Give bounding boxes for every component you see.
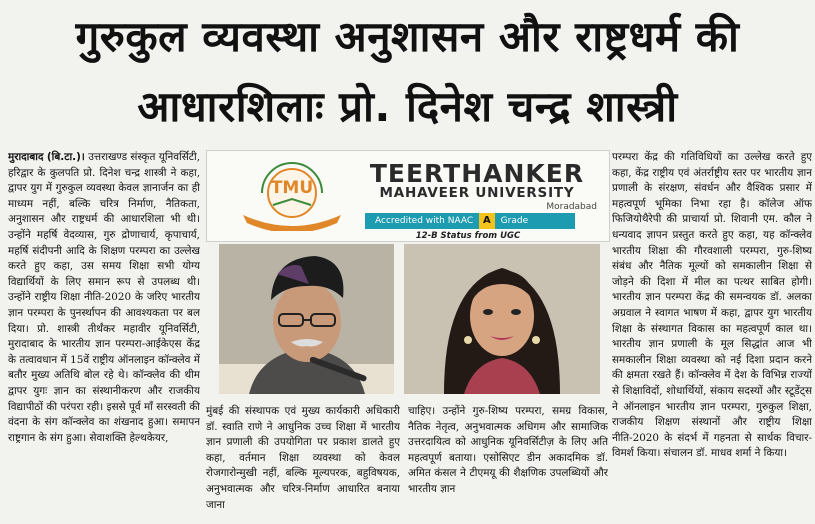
headline-line-1: गुरुकुल व्यवस्था अनुशासन और राष्ट्रधर्म की (75, 12, 740, 61)
naac-suffix: Grade (500, 216, 529, 226)
agency-tag: (बि.टा.)। (46, 151, 85, 163)
university-banner (206, 150, 610, 242)
university-subname: MAHAVEER UNIVERSITY (379, 185, 575, 201)
university-name: TEERTHANKER (369, 159, 585, 188)
photo-speaker-man (219, 244, 394, 394)
photo-speaker-woman (404, 244, 600, 394)
article-column-2: मुंबई की संस्थापक एवं मुख्य कार्यकारी अधिकारी डॉ. स्वाति राणे ने आधुनिक उच्च शिक्षा में भारतीय ज्ञान प्रणाली की उपयोगिता पर प्रकाश डालते हुए कहा, वर्तमान शिक्षा व्यवस्था को केवल रोजगारोन्मुखी नहीं, बल्कि मूल्यपरक, बहुविषयक, अनुभवात्मक और चरित्र-निर्माण आधारित बनाया जाना (206, 405, 400, 511)
headline-line-2: आधारशिलाः प्रो. दिनेश चन्द्र शास्त्री (137, 82, 678, 131)
tmu-logo (233, 159, 351, 231)
article-column-4: परम्परा केंद्र की गतिविधियों का उल्लेख करते हुए कहा, केंद्र राष्ट्रीय एवं अंतर्राष्ट्रीय स्तर पर भारतीय ज्ञान प्रणाली के संरक्षण, संवर्धन और वैश्विक प्रसार में महत्वपूर्ण भूमिका निभा रहा है। कॉलेज ऑफ फिजियोथैरेपी की प्राचार्या प्रो. शिवानी एम. कौल ने धन्यवाद ज्ञापन प्रस्तुत करते हुए कहा, यह कॉन्क्लेव भारतीय शिक्षा की गौरवशाली परम्परा, गुरु-शिष्य संबंध और नैतिक मूल्यों को समकालीन शिक्षा से जोड़ने की दिशा में मील का पत्थर साबित होगी। भारतीय ज्ञान परम्परा केंद्र की समन्वयक डॉ. अलका अग्रवाल ने स्वागत भाषण में कहा, द्वापर युग भारतीय शिक्षा के संस्थागत विकास का महत्वपूर्ण काल था। भारतीय ज्ञान प्रणाली के मूल सिद्धांत आज भी समकालीन शिक्षा व्यवस्था को नई दिशा प्रदान करने की क्षमता रखते हैं। कॉन्क्लेव में देश के विभिन्न राज्यों से शिक्षाविदों, शोधार्थियों, संकाय सदस्यों और स्टूडेंट्स ने ऑनलाइन भारतीय ज्ञान परम्परा, गुरुकुल शिक्षा, राजकीय शिक्षण संस्थानों और राष्ट्रीय शिक्षा नीति-2020 के संदर्भ में गहनता से सार्थक विचार-विमर्श किया। संचालन डॉ. माधव शर्मा ने किया। (612, 151, 812, 460)
tmu-logo-text: TMU (270, 178, 314, 198)
ugc-status: 12-B Status from UGC (415, 231, 521, 241)
university-city: Moradabad (546, 202, 597, 212)
dateline: मुरादाबाद (8, 151, 44, 163)
naac-grade: A (479, 213, 495, 229)
naac-badge (365, 213, 575, 229)
article-column-3: चाहिए। उन्होंने गुरु-शिष्य परम्परा, समग्र विकास, नैतिक नेतृत्व, अनुभवात्मक अधिगम और सामाजिक उत्तरदायित्व को आधुनिक यूनिवर्सिटीज़ के लिए अति महत्वपूर्ण बताया। एसोसिएट डीन अकादमिक डॉ. अमित कंसल ने टीएमयू की शैक्षणिक उपलब्धियों और भारतीय ज्ञान (408, 405, 608, 495)
article-column-1 (8, 150, 200, 522)
naac-prefix: Accredited with NAAC (375, 216, 474, 226)
column-1-text: उत्तराखण्ड संस्कृत यूनिवर्सिटी, हरिद्वार के कुलपति प्रो. दिनेश चन्द्र शास्त्री ने कहा, द्वापर युग में गुरुकुल व्यवस्था केवल ज्ञानार्जन का ही माध्यम नहीं, बल्कि चरित्र निर्माण, नैतिकता, अनुशासन और राष्ट्रधर्म की आधारशिला भी थी। उन्होंने महर्षि वेदव्यास, गुरु द्रोणाचार्य, कृपाचार्य, महर्षि संदीपनी आदि के शिक्षण परम्परा का उल्लेख करते हुए कहा, उस समय शिक्षा सभी योग्य विद्यार्थियों के लिए समान रूप से उपलब्ध थी। उन्होंने राष्ट्रीय शिक्षा नीति-2020 के जरिए भारतीय ज्ञान परम्परा के पुनर्स्थापन की आवश्यकता पर बल दिया। प्रो. शास्त्री तीर्थंकर महावीर यूनिवर्सिटी, मुरादाबाद के भारतीय ज्ञान परम्परा-आईकेएस केंद्र के तत्वावधान में 15वें राष्ट्रीय ऑनलाइन कॉन्क्लेव में बतौर मुख्य अतिथि बोल रहे थे। कॉन्क्लेव की थीम द्वापर युगः ज्ञान का संस्थानीकरण और राजकीय विद्यापीठों की परंपरा रही। इससे पूर्व माँ सरस्वती की वंदना के संग कॉन्क्लेव का शंखनाद हुआ। समापन राष्ट्रगान के संग हुआ। सेवाशक्ति हेल्थकेयर, (8, 151, 200, 444)
